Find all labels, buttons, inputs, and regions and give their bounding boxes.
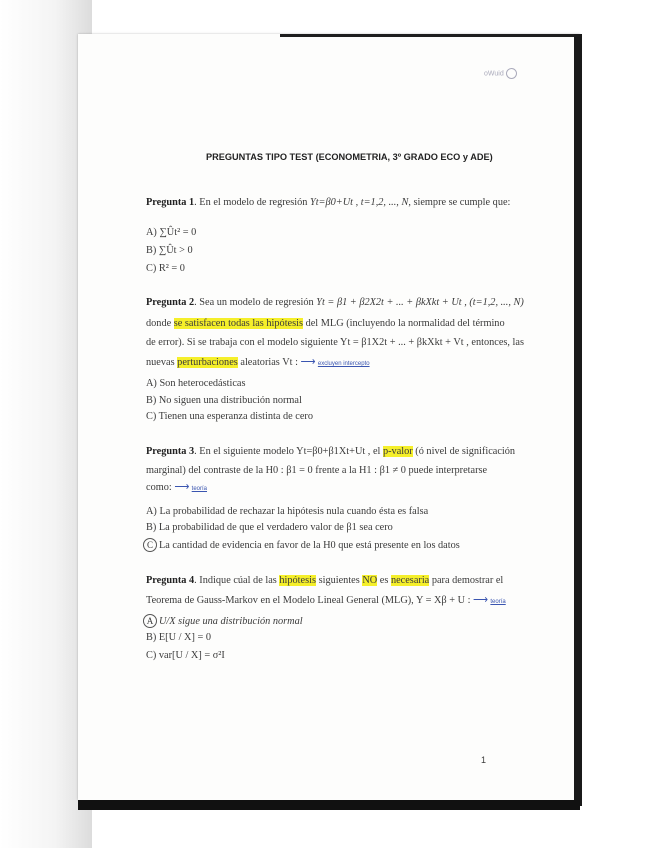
highlight-no: NO bbox=[362, 575, 378, 586]
question-1-label: Pregunta 1 bbox=[146, 197, 195, 208]
stamp-circle-icon bbox=[506, 68, 517, 79]
question-2-line-3: de error). Si se trabaja con el modelo siguiente Yt = β1X2t + ... + βkXkt + Vt , entonces, las bbox=[146, 337, 524, 348]
highlight-hipotesis: hipótesis bbox=[279, 575, 316, 586]
question-4-text-2: siguientes bbox=[316, 575, 363, 586]
scan-edge-right bbox=[574, 34, 582, 806]
question-1-model: Yt=β0+Ut , t=1,2, ..., N bbox=[309, 197, 409, 208]
question-4-text-end: para demostrar el bbox=[429, 575, 504, 586]
question-1-text-end: , siempre se cumple que: bbox=[408, 197, 511, 208]
question-2-model: Yt = β1 + β2X2t + ... + βkXkt + Ut , (t=1,2, ..., N) bbox=[316, 297, 524, 308]
arrow-icon: ⟶ bbox=[300, 357, 316, 368]
question-1-option-c: C) R² = 0 bbox=[146, 263, 185, 274]
question-3-line-3 bbox=[146, 481, 207, 493]
question-3-option-c bbox=[143, 538, 460, 552]
page-number: 1 bbox=[481, 755, 487, 765]
circled-answer-icon: A bbox=[143, 614, 157, 628]
question-3-option-a: A) La probabilidad de rechazar la hipótesis nula cuando ésta es falsa bbox=[146, 506, 429, 517]
question-2-option-a: A) Son heterocedásticas bbox=[146, 378, 246, 389]
question-4-option-c: C) var[U / X] = σ²I bbox=[146, 650, 225, 661]
question-4-label: Pregunta 4 bbox=[146, 575, 195, 586]
handwritten-note: teoría bbox=[490, 599, 506, 605]
question-2-text: . Sea un modelo de regresión bbox=[194, 297, 317, 308]
scan-edge-top bbox=[280, 34, 580, 37]
question-4-option-b: B) E[U / X] = 0 bbox=[146, 632, 212, 643]
question-2-line-4-end: aleatorias Vt : bbox=[237, 357, 298, 368]
question-3-line-1 bbox=[146, 446, 515, 457]
question-4-line-2 bbox=[146, 594, 506, 606]
question-3-line-2: marginal) del contraste de la H0 : β1 = 0 frente a la H1 : β1 ≠ 0 puede interpretarse bbox=[146, 465, 488, 476]
question-2-line-2 bbox=[146, 318, 505, 329]
question-4-text: . Indique cúal de las bbox=[194, 575, 280, 586]
highlight-perturbaciones: perturbaciones bbox=[177, 357, 238, 368]
highlight-necesaria: necesaria bbox=[390, 575, 430, 586]
question-1-option-b: B) ∑Ût > 0 bbox=[146, 245, 193, 256]
question-1-text: . En el modelo de regresión bbox=[194, 197, 310, 208]
highlight-hipotesis: se satisfacen todas las hipótesis bbox=[173, 318, 304, 329]
question-1 bbox=[146, 197, 510, 208]
circled-answer-icon: C bbox=[143, 538, 157, 552]
question-2-label: Pregunta 2 bbox=[146, 297, 195, 308]
arrow-icon: ⟶ bbox=[174, 482, 190, 493]
question-4-line-2-text: Teorema de Gauss-Markov en el Modelo Lineal General (MLG), Y = Xβ + U : bbox=[146, 595, 471, 606]
question-3-line-3-text: como: bbox=[146, 482, 172, 493]
question-2-line-4-start: nuevas bbox=[146, 357, 178, 368]
question-3-text-end: (ó nivel de significación bbox=[412, 446, 516, 457]
question-3-label: Pregunta 3 bbox=[146, 446, 195, 457]
question-1-option-a: A) ∑Ût² = 0 bbox=[146, 227, 197, 238]
question-4-text-3: es bbox=[377, 575, 391, 586]
question-3-text: . En el siguiente modelo Yt=β0+β1Xt+Ut , el bbox=[194, 446, 383, 457]
handwritten-note: excluyen intercepto bbox=[317, 361, 370, 367]
question-4-line-1 bbox=[146, 575, 503, 586]
question-2-option-c: C) Tienen una esperanza distinta de cero bbox=[146, 411, 313, 422]
question-2-line-4 bbox=[146, 356, 370, 368]
page-title: PREGUNTAS TIPO TEST (ECONOMETRIA, 3º GRADO ECO y ADE) bbox=[206, 152, 493, 162]
highlight-p-valor: p-valor bbox=[382, 446, 413, 457]
question-2-line-2-end: del MLG (incluyendo la normalidad del término bbox=[303, 318, 505, 329]
question-3-option-b: B) La probabilidad de que el verdadero valor de β1 sea cero bbox=[146, 522, 393, 533]
arrow-icon: ⟶ bbox=[473, 595, 488, 606]
stamp: oWuid bbox=[484, 68, 517, 79]
scan-edge-bottom bbox=[78, 800, 580, 810]
question-4-option-a-text: U/X sigue una distribución normal bbox=[159, 616, 303, 627]
question-3-option-c-text: La cantidad de evidencia en favor de la H0 que está presente en los datos bbox=[159, 540, 460, 551]
question-2-line-1 bbox=[146, 297, 524, 308]
question-2-line-2-start: donde bbox=[146, 318, 174, 329]
handwritten-note: teoría bbox=[191, 486, 208, 492]
question-4-option-a bbox=[143, 614, 303, 628]
question-2-option-b: B) No siguen una distribución normal bbox=[146, 395, 302, 406]
